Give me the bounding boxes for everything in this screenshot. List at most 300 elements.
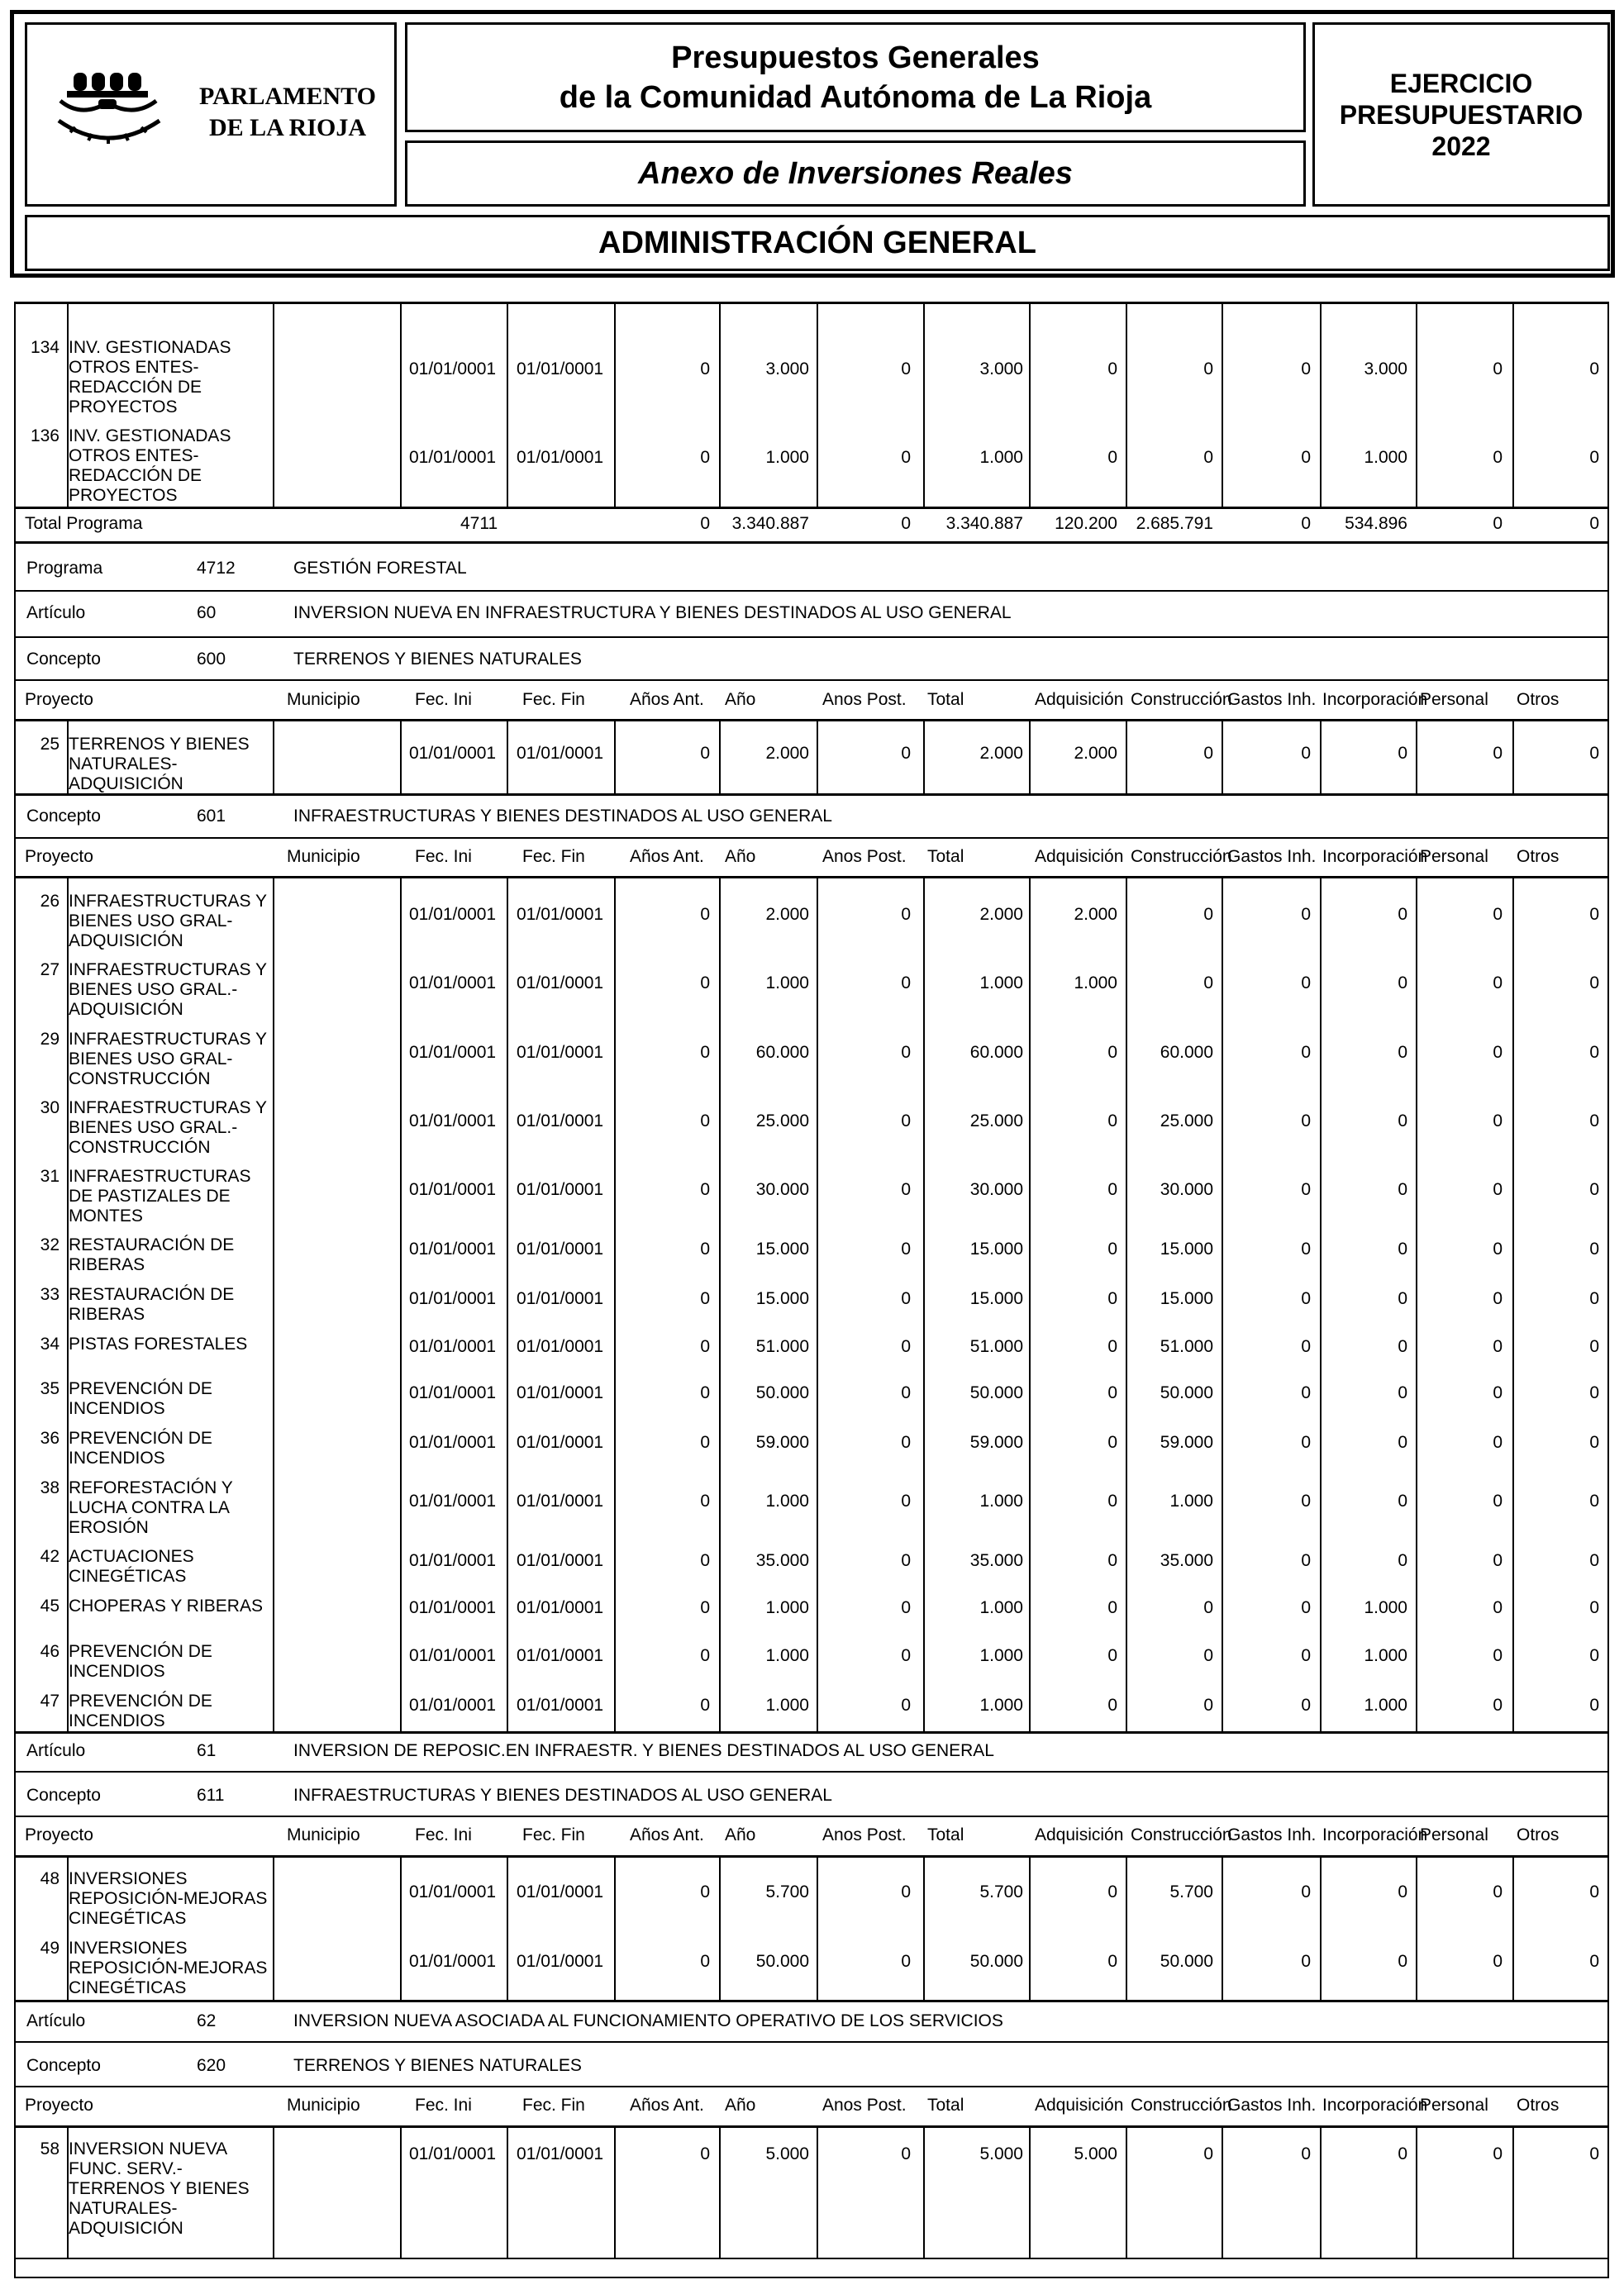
amount-cell: 51.000	[755, 1337, 809, 1356]
amount-cell: 5.700	[979, 1882, 1023, 1901]
column-divider	[614, 303, 616, 507]
amount-cell: 0	[700, 1646, 710, 1665]
row-divider	[14, 2258, 1609, 2259]
project-name: INFRAESTRUCTURAS Y BIENES USO GRAL.-CONSTRUCCIÓN	[69, 1098, 267, 1157]
end-date: 01/01/0001	[517, 1551, 604, 1570]
section-code: 62	[197, 2011, 217, 2030]
column-header: Año	[725, 847, 756, 866]
amount-cell: 0	[1493, 744, 1503, 763]
amount-cell: 1.000	[765, 1696, 809, 1715]
amount-cell: 0	[901, 1240, 911, 1259]
column-header: Anos Post.	[822, 1825, 907, 1844]
amount-cell: 0	[901, 973, 911, 992]
end-date: 01/01/0001	[517, 359, 604, 378]
amount-cell: 0	[700, 448, 710, 467]
project-name: INVERSION NUEVA FUNC. SERV.-TERRENOS Y BIENES NATURALES-ADQUISICIÓN	[69, 2139, 250, 2238]
amount-cell: 3.000	[1364, 359, 1407, 378]
year-line-1: EJERCICIO	[1389, 68, 1533, 98]
amount-cell: 0	[1107, 1492, 1117, 1511]
title-line-1: Presupuestos Generales	[671, 40, 1040, 75]
amount-cell: 0	[1301, 448, 1311, 467]
amount-cell: 0	[1398, 1043, 1407, 1062]
amount-cell: 0	[1589, 1240, 1599, 1259]
project-name: PREVENCIÓN DE INCENDIOS	[69, 1692, 212, 1730]
column-header: Total	[927, 1825, 964, 1844]
column-header: Otros	[1517, 2096, 1560, 2115]
amount-cell: 0	[1107, 1383, 1117, 1402]
title-line-2: de la Comunidad Autónoma de La Rioja	[559, 79, 1152, 115]
column-divider	[817, 303, 818, 507]
amount-cell: 60.000	[1160, 1043, 1213, 1062]
section-code: 4712	[197, 559, 236, 578]
column-header: Fec. Fin	[522, 2096, 585, 2115]
year-line-3: 2022	[1431, 131, 1491, 161]
start-date: 01/01/0001	[409, 1433, 497, 1452]
amount-cell: 0	[901, 1882, 911, 1901]
amount-cell: 0	[1589, 1492, 1599, 1511]
column-header: Municipio	[287, 847, 360, 866]
total-amount: 0	[1589, 514, 1599, 533]
start-date: 01/01/0001	[409, 744, 497, 763]
amount-cell: 0	[700, 1240, 710, 1259]
project-name: INFRAESTRUCTURAS Y BIENES USO GRAL.-ADQUISICIÓN	[69, 960, 267, 1019]
project-id: 134	[30, 338, 60, 357]
project-id: 26	[40, 892, 60, 911]
amount-cell: 0	[1107, 448, 1117, 467]
column-header: Gastos Inh.	[1227, 690, 1317, 709]
column-header: Año	[725, 2096, 756, 2115]
amount-cell: 0	[901, 1696, 911, 1715]
total-code: 4711	[460, 514, 498, 533]
amount-cell: 0	[700, 1952, 710, 1971]
amount-cell: 35.000	[1160, 1551, 1213, 1570]
amount-cell: 0	[1493, 1433, 1503, 1452]
section-code: 600	[197, 650, 226, 669]
end-date: 01/01/0001	[517, 1337, 604, 1356]
amount-cell: 0	[1203, 448, 1213, 467]
start-date: 01/01/0001	[409, 1337, 497, 1356]
section-label: Concepto	[26, 807, 101, 826]
amount-cell: 51.000	[969, 1337, 1023, 1356]
project-name: INFRAESTRUCTURAS Y BIENES USO GRAL-CONSTRUCCIÓN	[69, 1030, 267, 1088]
column-header: Otros	[1517, 1825, 1560, 1844]
project-name: RESTAURACIÓN DE RIBERAS	[69, 1235, 235, 1274]
column-header: Proyecto	[25, 2096, 93, 2115]
row-divider	[14, 302, 1609, 304]
amount-cell: 0	[1301, 1383, 1311, 1402]
amount-cell: 0	[1398, 1492, 1407, 1511]
column-divider	[1512, 1857, 1514, 2000]
amount-cell: 0	[1493, 1696, 1503, 1715]
column-divider	[400, 721, 402, 793]
column-divider	[817, 2127, 818, 2258]
amount-cell: 0	[1589, 1111, 1599, 1130]
section-code: 620	[197, 2056, 226, 2075]
amount-cell: 0	[1493, 1598, 1503, 1617]
column-header: Proyecto	[25, 690, 93, 709]
amount-cell: 30.000	[755, 1180, 809, 1199]
amount-cell: 25.000	[969, 1111, 1023, 1130]
amount-cell: 0	[1589, 905, 1599, 924]
amount-cell: 1.000	[1074, 973, 1117, 992]
column-header: Fec. Fin	[522, 847, 585, 866]
project-id: 35	[40, 1379, 60, 1398]
column-divider	[923, 878, 925, 1731]
amount-cell: 0	[1398, 1337, 1407, 1356]
amount-cell: 1.000	[979, 1492, 1023, 1511]
amount-cell: 0	[1301, 905, 1311, 924]
amount-cell: 0	[1203, 973, 1213, 992]
amount-cell: 2.000	[765, 744, 809, 763]
amount-cell: 1.000	[1169, 1492, 1213, 1511]
project-id: 58	[40, 2139, 60, 2158]
amount-cell: 0	[1203, 905, 1213, 924]
project-name: PISTAS FORESTALES	[69, 1335, 248, 1354]
column-header: Construcción	[1131, 690, 1232, 709]
row-divider	[14, 2041, 1609, 2043]
column-divider	[1416, 303, 1417, 507]
amount-cell: 0	[1301, 359, 1311, 378]
amount-cell: 1.000	[979, 1598, 1023, 1617]
section-description: INVERSION DE REPOSIC.EN INFRAESTR. Y BIENES DESTINADOS AL USO GENERAL	[293, 1741, 994, 1760]
amount-cell: 0	[1107, 359, 1117, 378]
column-header: Anos Post.	[822, 690, 907, 709]
row-divider	[14, 1771, 1609, 1773]
amount-cell: 0	[1301, 1180, 1311, 1199]
amount-cell: 0	[1398, 744, 1407, 763]
amount-cell: 1.000	[979, 973, 1023, 992]
column-header: Fec. Fin	[522, 1825, 585, 1844]
section-description: GESTIÓN FORESTAL	[293, 559, 467, 578]
column-divider	[400, 303, 402, 507]
column-header: Municipio	[287, 690, 360, 709]
column-divider	[1320, 303, 1322, 507]
amount-cell: 2.000	[979, 905, 1023, 924]
section-label: Concepto	[26, 2056, 101, 2075]
amount-cell: 0	[901, 1337, 911, 1356]
amount-cell: 0	[1589, 2144, 1599, 2163]
amount-cell: 0	[700, 1433, 710, 1452]
amount-cell: 0	[901, 1646, 911, 1665]
column-header: Anos Post.	[822, 2096, 907, 2115]
end-date: 01/01/0001	[517, 973, 604, 992]
amount-cell: 50.000	[1160, 1383, 1213, 1402]
row-divider	[14, 2125, 1609, 2128]
amount-cell: 0	[700, 1696, 710, 1715]
amount-cell: 0	[1589, 1696, 1599, 1715]
amount-cell: 2.000	[979, 744, 1023, 763]
amount-cell: 0	[901, 448, 911, 467]
start-date: 01/01/0001	[409, 1289, 497, 1308]
end-date: 01/01/0001	[517, 1289, 604, 1308]
amount-cell: 0	[700, 1289, 710, 1308]
amount-cell: 0	[1493, 1952, 1503, 1971]
column-divider	[1126, 303, 1127, 507]
row-divider	[14, 793, 1609, 796]
amount-cell: 5.000	[765, 2144, 809, 2163]
end-date: 01/01/0001	[517, 744, 604, 763]
amount-cell: 59.000	[1160, 1433, 1213, 1452]
column-header: Adquisición	[1035, 690, 1124, 709]
amount-cell: 0	[1107, 1551, 1117, 1570]
column-header: Fec. Ini	[415, 1825, 472, 1844]
project-name: INFRAESTRUCTURAS DE PASTIZALES DE MONTES	[69, 1167, 251, 1226]
amount-cell: 0	[1203, 1696, 1213, 1715]
amount-cell: 0	[1301, 973, 1311, 992]
amount-cell: 0	[1589, 744, 1599, 763]
column-divider	[1029, 303, 1031, 507]
project-id: 47	[40, 1692, 60, 1711]
amount-cell: 0	[1398, 1551, 1407, 1570]
row-divider	[14, 541, 1609, 544]
amount-cell: 0	[1493, 448, 1503, 467]
column-divider	[273, 303, 274, 507]
amount-cell: 0	[901, 1180, 911, 1199]
column-header: Gastos Inh.	[1227, 1825, 1317, 1844]
project-name: INV. GESTIONADAS OTROS ENTES-REDACCIÓN DE PROYECTOS	[69, 426, 231, 505]
amount-cell: 0	[700, 1180, 710, 1199]
logo-line-2: DE LA RIOJA	[208, 114, 367, 141]
amount-cell: 0	[1493, 1492, 1503, 1511]
amount-cell: 0	[700, 905, 710, 924]
amount-cell: 0	[1493, 1551, 1503, 1570]
amount-cell: 1.000	[979, 1696, 1023, 1715]
amount-cell: 0	[1493, 1111, 1503, 1130]
amount-cell: 30.000	[969, 1180, 1023, 1199]
amount-cell: 50.000	[755, 1383, 809, 1402]
amount-cell: 2.000	[1074, 905, 1117, 924]
column-header: Construcción	[1131, 847, 1232, 866]
start-date: 01/01/0001	[409, 905, 497, 924]
amount-cell: 0	[700, 973, 710, 992]
section-code: 61	[197, 1741, 217, 1760]
row-divider	[14, 590, 1609, 592]
amount-cell: 0	[1589, 1043, 1599, 1062]
total-amount: 0	[1493, 514, 1503, 533]
total-amount: 0	[1301, 514, 1311, 533]
amount-cell: 0	[1301, 1337, 1311, 1356]
amount-cell: 3.000	[765, 359, 809, 378]
amount-cell: 0	[1589, 1383, 1599, 1402]
amount-cell: 0	[1398, 1433, 1407, 1452]
column-divider	[507, 1857, 508, 2000]
amount-cell: 0	[1107, 1289, 1117, 1308]
end-date: 01/01/0001	[517, 1492, 604, 1511]
amount-cell: 0	[1398, 1180, 1407, 1199]
amount-cell: 1.000	[1364, 1696, 1407, 1715]
amount-cell: 15.000	[969, 1289, 1023, 1308]
amount-cell: 0	[1203, 1598, 1213, 1617]
column-header: Adquisición	[1035, 847, 1124, 866]
section-description: TERRENOS Y BIENES NATURALES	[293, 650, 582, 669]
amount-cell: 0	[700, 1598, 710, 1617]
start-date: 01/01/0001	[409, 359, 497, 378]
amount-cell: 1.000	[1364, 1646, 1407, 1665]
column-divider	[273, 878, 274, 1731]
section-description: INVERSION NUEVA ASOCIADA AL FUNCIONAMIENTO OPERATIVO DE LOS SERVICIOS	[293, 2011, 1003, 2030]
project-id: 38	[40, 1478, 60, 1497]
amount-cell: 0	[1589, 359, 1599, 378]
amount-cell: 0	[1301, 1646, 1311, 1665]
column-header: Años Ant.	[630, 2096, 704, 2115]
column-divider	[507, 303, 508, 507]
section-label: Artículo	[26, 2011, 86, 2030]
project-name: TERRENOS Y BIENES NATURALES-ADQUISICIÓN	[69, 735, 250, 793]
section-label: Concepto	[26, 650, 101, 669]
project-name: RESTAURACIÓN DE RIBERAS	[69, 1285, 235, 1324]
section-title: ADMINISTRACIÓN GENERAL	[25, 215, 1610, 271]
amount-cell: 0	[1301, 1043, 1311, 1062]
amount-cell: 0	[1203, 1646, 1213, 1665]
amount-cell: 1.000	[765, 1492, 809, 1511]
amount-cell: 0	[1398, 1882, 1407, 1901]
column-divider	[817, 721, 818, 793]
amount-cell: 15.000	[1160, 1240, 1213, 1259]
amount-cell: 0	[700, 1551, 710, 1570]
amount-cell: 25.000	[1160, 1111, 1213, 1130]
amount-cell: 0	[1107, 1337, 1117, 1356]
amount-cell: 15.000	[755, 1240, 809, 1259]
row-divider	[14, 636, 1609, 638]
amount-cell: 59.000	[755, 1433, 809, 1452]
amount-cell: 0	[1301, 1289, 1311, 1308]
end-date: 01/01/0001	[517, 1882, 604, 1901]
project-id: 136	[30, 426, 60, 445]
column-header: Municipio	[287, 1825, 360, 1844]
amount-cell: 0	[1398, 1111, 1407, 1130]
amount-cell: 0	[1589, 1337, 1599, 1356]
end-date: 01/01/0001	[517, 1696, 604, 1715]
amount-cell: 0	[1589, 1180, 1599, 1199]
project-name: PREVENCIÓN DE INCENDIOS	[69, 1429, 212, 1468]
amount-cell: 0	[700, 1043, 710, 1062]
amount-cell: 0	[1398, 1289, 1407, 1308]
amount-cell: 0	[1493, 1180, 1503, 1199]
column-header: Incorporación	[1322, 2096, 1428, 2115]
amount-cell: 0	[901, 1433, 911, 1452]
column-header: Fec. Ini	[415, 847, 472, 866]
project-id: 27	[40, 960, 60, 979]
amount-cell: 0	[901, 359, 911, 378]
amount-cell: 0	[1493, 1043, 1503, 1062]
row-divider	[14, 1731, 1609, 1734]
section-code: 60	[197, 603, 217, 622]
amount-cell: 0	[700, 1337, 710, 1356]
amount-cell: 0	[901, 1383, 911, 1402]
row-divider	[14, 2277, 1609, 2278]
amount-cell: 5.000	[1074, 2144, 1117, 2163]
column-divider	[273, 1857, 274, 2000]
start-date: 01/01/0001	[409, 1882, 497, 1901]
column-divider	[507, 721, 508, 793]
amount-cell: 0	[1398, 1240, 1407, 1259]
end-date: 01/01/0001	[517, 1433, 604, 1452]
column-divider	[1416, 1857, 1417, 2000]
column-header: Incorporación	[1322, 1825, 1428, 1844]
amount-cell: 0	[1398, 905, 1407, 924]
amount-cell: 0	[1398, 1952, 1407, 1971]
title-box	[405, 22, 1306, 132]
column-header: Incorporación	[1322, 690, 1428, 709]
end-date: 01/01/0001	[517, 448, 604, 467]
column-header: Personal	[1420, 1825, 1488, 1844]
amount-cell: 0	[1398, 1383, 1407, 1402]
amount-cell: 0	[1589, 1289, 1599, 1308]
start-date: 01/01/0001	[409, 2144, 497, 2163]
column-divider	[719, 1857, 721, 2000]
amount-cell: 0	[1493, 1289, 1503, 1308]
amount-cell: 0	[901, 1598, 911, 1617]
amount-cell: 59.000	[969, 1433, 1023, 1452]
project-id: 46	[40, 1642, 60, 1661]
amount-cell: 0	[700, 1383, 710, 1402]
project-id: 25	[40, 735, 60, 754]
column-divider	[614, 1857, 616, 2000]
amount-cell: 0	[1107, 1043, 1117, 1062]
start-date: 01/01/0001	[409, 1551, 497, 1570]
amount-cell: 0	[1301, 1882, 1311, 1901]
column-header: Adquisición	[1035, 1825, 1124, 1844]
amount-cell: 0	[700, 359, 710, 378]
column-header: Personal	[1420, 2096, 1488, 2115]
total-label: Total Programa	[25, 514, 143, 533]
start-date: 01/01/0001	[409, 1111, 497, 1130]
amount-cell: 0	[1589, 1646, 1599, 1665]
column-header: Fec. Ini	[415, 2096, 472, 2115]
amount-cell: 1.000	[765, 973, 809, 992]
total-amount: 0	[901, 514, 911, 533]
amount-cell: 15.000	[755, 1289, 809, 1308]
amount-cell: 5.700	[1169, 1882, 1213, 1901]
end-date: 01/01/0001	[517, 905, 604, 924]
end-date: 01/01/0001	[517, 1240, 604, 1259]
column-header: Gastos Inh.	[1227, 847, 1317, 866]
amount-cell: 0	[1107, 1696, 1117, 1715]
column-divider	[817, 1857, 818, 2000]
column-header: Proyecto	[25, 1825, 93, 1844]
column-divider	[923, 303, 925, 507]
project-name: INVERSIONES REPOSICIÓN-MEJORAS CINEGÉTICAS	[69, 1939, 268, 1997]
column-header: Construcción	[1131, 1825, 1232, 1844]
total-amount: 120.200	[1055, 514, 1117, 533]
end-date: 01/01/0001	[517, 1646, 604, 1665]
amount-cell: 0	[1107, 1882, 1117, 1901]
project-name: PREVENCIÓN DE INCENDIOS	[69, 1642, 212, 1681]
amount-cell: 0	[901, 1289, 911, 1308]
row-divider	[14, 507, 1609, 509]
start-date: 01/01/0001	[409, 448, 497, 467]
amount-cell: 0	[1589, 1551, 1599, 1570]
amount-cell: 0	[901, 1043, 911, 1062]
amount-cell: 1.000	[765, 1646, 809, 1665]
row-divider	[14, 679, 1609, 681]
column-divider	[273, 2127, 274, 2258]
column-divider	[507, 878, 508, 1731]
amount-cell: 0	[1301, 1111, 1311, 1130]
project-name: PREVENCIÓN DE INCENDIOS	[69, 1379, 212, 1418]
amount-cell: 0	[1107, 1240, 1117, 1259]
project-name: INVERSIONES REPOSICIÓN-MEJORAS CINEGÉTICAS	[69, 1869, 268, 1928]
total-amount: 534.896	[1345, 514, 1407, 533]
amount-cell: 0	[1107, 1111, 1117, 1130]
amount-cell: 50.000	[969, 1952, 1023, 1971]
amount-cell: 0	[1398, 973, 1407, 992]
amount-cell: 0	[901, 1952, 911, 1971]
column-header: Total	[927, 2096, 964, 2115]
amount-cell: 0	[1203, 744, 1213, 763]
amount-cell: 0	[1301, 1492, 1311, 1511]
amount-cell: 0	[700, 1882, 710, 1901]
